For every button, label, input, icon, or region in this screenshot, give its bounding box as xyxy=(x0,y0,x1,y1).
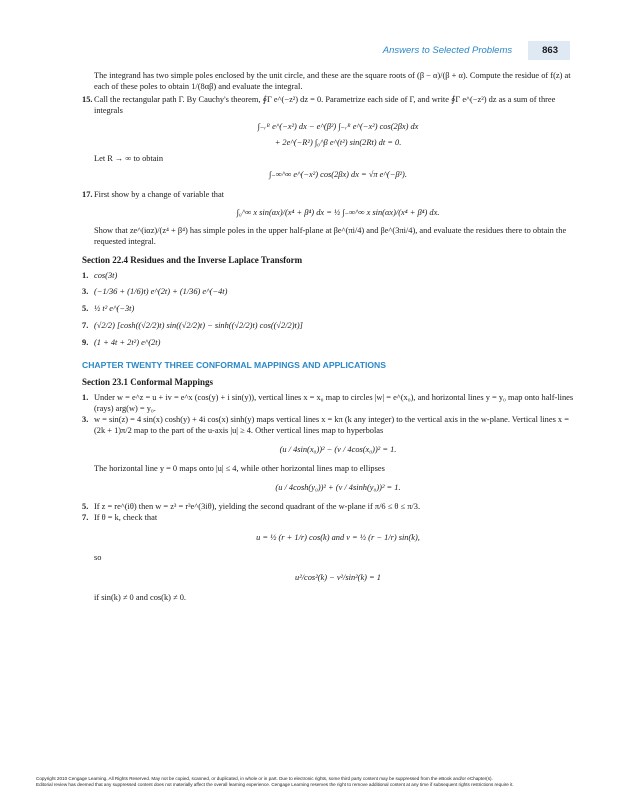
page-content xyxy=(82,70,582,603)
hyperbola-k-equation: u²/cos²(k) − v²/sin²(k) = 1 xyxy=(295,573,381,582)
hyperbola-equation: (u / 4sin(x₀))² − (v / 4cos(x₀))² = 1. xyxy=(279,445,397,454)
copyright-line-1: Copyright 2010 Cengage Learning. All Rights Reserved. May not be copied, scanned, or duplicated, in whole or in part. Due to electronic rights, some third party content may be suppressed from the eBook and/or eChapter(s). xyxy=(36,776,493,781)
answer-text: Under w = e^z = u + iv = e^x (cos(y) + i sin(y)), vertical lines x = x₀ map to circles |w| = e^(x₀), and horizontal lines y = y₀ map onto half-lines (rays) arg(w) = y₀. xyxy=(94,393,574,413)
problem-17 xyxy=(82,189,582,247)
equation-17: ∫₀^∞ x sin(αx)/(x⁴ + β⁴) dx = ½ ∫₋∞^∞ x sin(αx)/(x⁴ + β⁴) dx. xyxy=(236,208,440,217)
answer-number: 1. xyxy=(82,393,89,402)
running-title: Answers to Selected Problems xyxy=(382,44,513,56)
copyright-line-2: Editorial review has deemed that any suppressed content does not materially affect the overall learning experience. Cengage Learning reserves the right to remove additional content at any time if subsequent rights restrictions require it. xyxy=(36,782,514,787)
answer-item xyxy=(82,286,582,297)
problem-number: 17. xyxy=(82,190,93,199)
answer-text: (√2/2) [cosh((√2/2)t) sin((√2/2)t) − sinh((√2/2)t) cos((√2/2)t)] xyxy=(94,321,303,330)
copyright-footer xyxy=(36,776,596,788)
problem-14-text: The integrand has two simple poles enclosed by the unit circle, and these are the square roots of (β − α)/(β + α). Compute the residue of f(z) at each of these poles to obtain 1/(8αβ) and evaluate the integral. xyxy=(94,71,571,91)
conformal-item-5 xyxy=(82,501,582,512)
conformal-item-3 xyxy=(82,414,582,501)
problem-number: 15. xyxy=(82,95,93,104)
answer-item xyxy=(82,270,582,281)
answer-number: 7. xyxy=(82,321,89,330)
answer-number: 9. xyxy=(82,338,89,347)
answer-text: cos(3t) xyxy=(94,271,118,280)
conformal-item-1 xyxy=(82,392,582,414)
answer-item xyxy=(82,320,582,331)
ellipse-equation: (u / 4cosh(y₀))² + (v / 4sinh(y₀))² = 1. xyxy=(275,483,401,492)
answer-item xyxy=(82,303,582,314)
answer-number: 1. xyxy=(82,271,89,280)
answer-text-2: The horizontal line y = 0 maps onto |u| ≤ 4, while other horizontal lines map to ellipses xyxy=(94,464,385,473)
problem-15 xyxy=(82,94,582,185)
answer-number: 5. xyxy=(82,502,89,511)
section-23-1-title: Section 23.1 Conformal Mappings xyxy=(82,377,214,387)
answer-number: 3. xyxy=(82,287,89,296)
problem-17-text: First show by a change of variable that xyxy=(94,190,225,199)
so-text: so xyxy=(94,553,102,562)
conformal-item-7 xyxy=(82,512,582,603)
uv-equation: u = ½ (r + 1/r) cos(k) and v = ½ (r − 1/r) sin(k), xyxy=(256,533,420,542)
answer-text: ½ t² e^(−3t) xyxy=(94,304,135,313)
answer-number: 7. xyxy=(82,513,89,522)
answer-number: 3. xyxy=(82,415,89,424)
section-22-4-answers xyxy=(82,270,582,348)
page-number: 863 xyxy=(528,41,570,60)
problem-17-text-2: Show that ze^(iαz)/(z⁴ + β⁴) has simple poles in the upper half-plane at βe^(πi/4) and βe^(3πi/4), and evaluate the residues there to obtain the requested integral. xyxy=(94,226,567,246)
equation-15-3: ∫₋∞^∞ e^(−x²) cos(2βx) dx = √π e^(−β²). xyxy=(269,170,407,179)
answer-item xyxy=(82,337,582,348)
equation-15-1: ∫₋ᵣᴿ e^(−x²) dx − e^(β²) ∫₋ᵣᴿ e^(−x²) cos(2βx) dx xyxy=(257,122,419,131)
problem-15-text: Call the rectangular path Γ. By Cauchy's theorem, ∮Γ e^(−z²) dz = 0. Parametrize each side of Γ, and write ∮Γ e^(−z²) dz as a sum of three integrals xyxy=(94,95,556,115)
equation-15-2: + 2e^(−R²) ∫₀^β e^(t²) sin(2Rt) dt = 0. xyxy=(274,138,402,147)
problem-15-let: Let R → ∞ to obtain xyxy=(94,154,164,163)
answer-text: If θ = k, check that xyxy=(94,513,158,522)
running-header xyxy=(383,40,570,60)
chapter-title: CHAPTER TWENTY THREE CONFORMAL MAPPINGS AND APPLICATIONS xyxy=(82,360,386,370)
answer-text: (−1/36 + (1/6)t) e^(2t) + (1/36) e^(−4t) xyxy=(94,287,228,296)
answer-text: w = sin(z) = 4 sin(x) cosh(y) + 4i cos(x) sinh(y) maps vertical lines x = kπ (k any integer) to the vertical axis in the w-plane. Vertical lines x = (2k + 1)π/2 map to the part of the u-axis |u| ≥ 4. Other vertical lines map to hyperbolas xyxy=(94,415,569,435)
answer-number: 5. xyxy=(82,304,89,313)
answer-text: (1 + 4t + 2t²) e^(2t) xyxy=(94,338,161,347)
answer-text: If z = re^(iθ) then w = z³ = r³e^(3iθ), yielding the second quadrant of the w-plane if π/6 ≤ θ ≤ π/3. xyxy=(94,502,421,511)
answer-text-2: if sin(k) ≠ 0 and cos(k) ≠ 0. xyxy=(94,593,186,602)
section-22-4-title: Section 22.4 Residues and the Inverse Laplace Transform xyxy=(82,255,303,265)
